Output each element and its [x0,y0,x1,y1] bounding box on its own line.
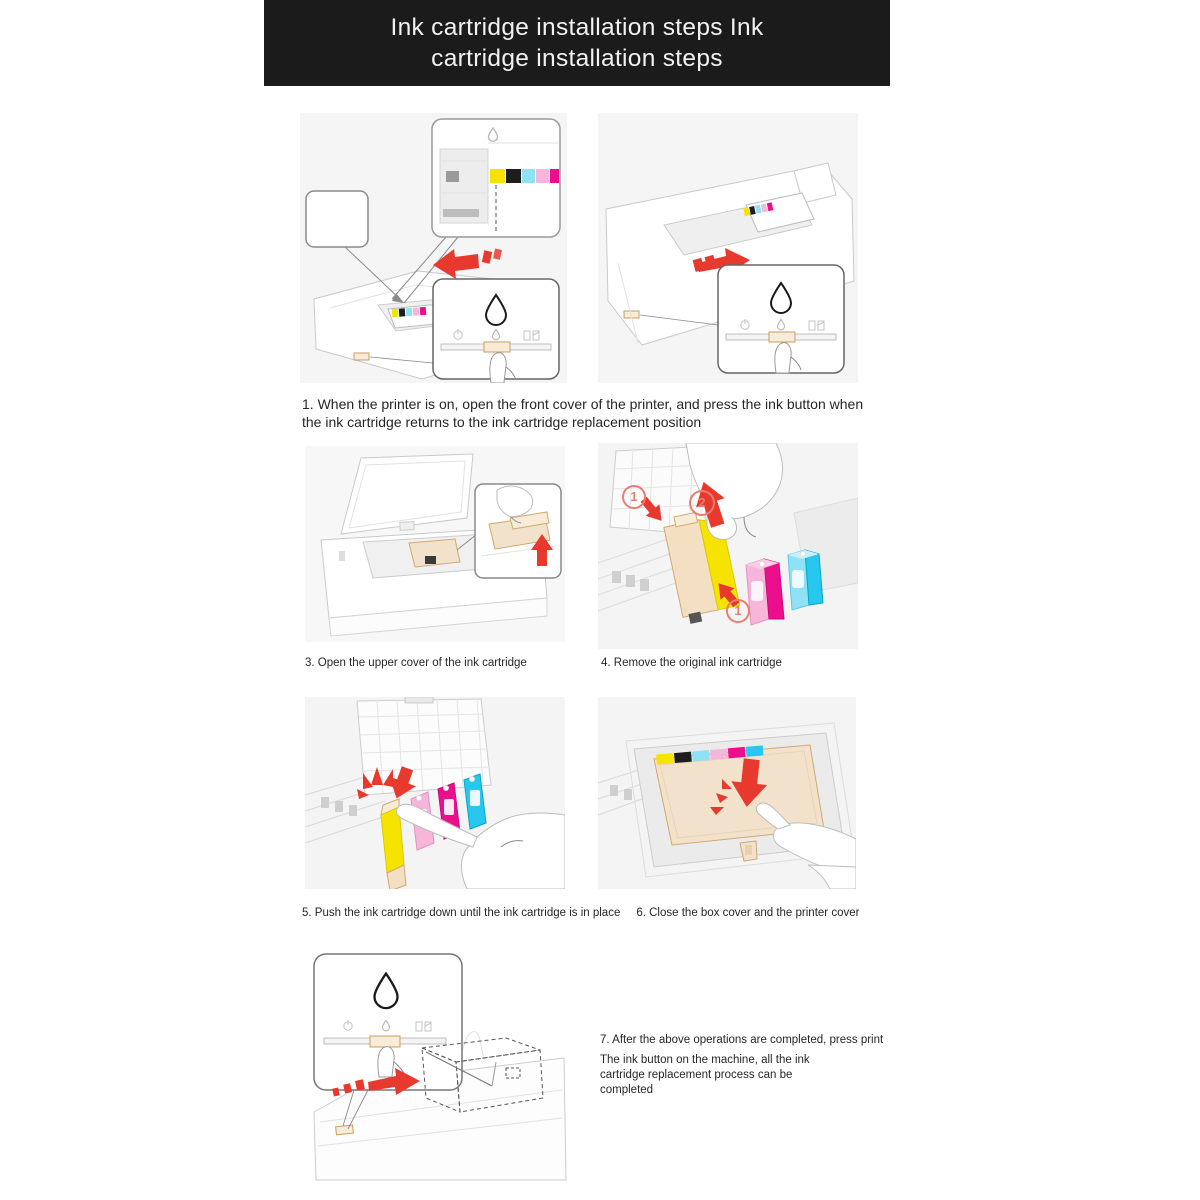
caption-step7 [600,1034,900,1098]
ink-button [769,332,795,342]
figure-step5 [305,697,565,889]
magenta-cartridge [746,559,784,625]
figure-step3 [305,446,565,642]
svg-text:1: 1 [630,489,638,504]
ink-button [484,342,510,352]
caption-step4: 4. Remove the original ink cartridge [601,657,782,669]
caption-step7-line2: The ink button on the machine, all the ink cartridge replacement process can be completed [600,1054,810,1096]
cyan-cartridge [788,550,823,610]
printer-illustration-step4 [598,443,858,649]
caption-step3: 3. Open the upper cover of the ink cartridge [305,657,527,669]
printer-illustration-step1a [300,113,567,383]
figure-step1-right [598,113,858,383]
caption-step7-line1: 7. After the above operations are completed, press print [600,1034,884,1046]
caption-row-5-6 [302,906,859,921]
printer-illustration-step5 [305,697,565,889]
front-ink-button [354,353,369,360]
ink-button [370,1036,400,1047]
caption-step1: 1. When the printer is on, open the front cover of the printer, and press the ink button when the ink cartridge returns to the ink cartridge replacement position [302,396,864,430]
pointing-finger [775,343,791,373]
caption-step6: 6. Close the box cover and the printer cover [636,907,860,919]
ink-color-strip-zoom [490,169,559,183]
pointing-finger [490,353,506,383]
front-ink-button [336,1125,354,1135]
printer-illustration-step6 [598,697,856,889]
svg-text:1: 1 [734,603,742,618]
pointing-finger [378,1047,394,1077]
figure-step7 [310,950,568,1182]
figure-step1-left [300,113,567,383]
printer-illustration-step1b [598,113,858,383]
printer-illustration-step3 [305,446,565,642]
header-bar [264,0,890,86]
figure-step6 [598,697,856,889]
svg-text:2: 2 [698,495,706,510]
caption-step5: 5. Push the ink cartridge down until the ink cartridge is in place [302,907,621,919]
figure-step4 [598,443,858,649]
page-title: Ink cartridge installation steps Ink cartridge installation steps [390,14,764,72]
printer-illustration-step7 [310,950,568,1182]
